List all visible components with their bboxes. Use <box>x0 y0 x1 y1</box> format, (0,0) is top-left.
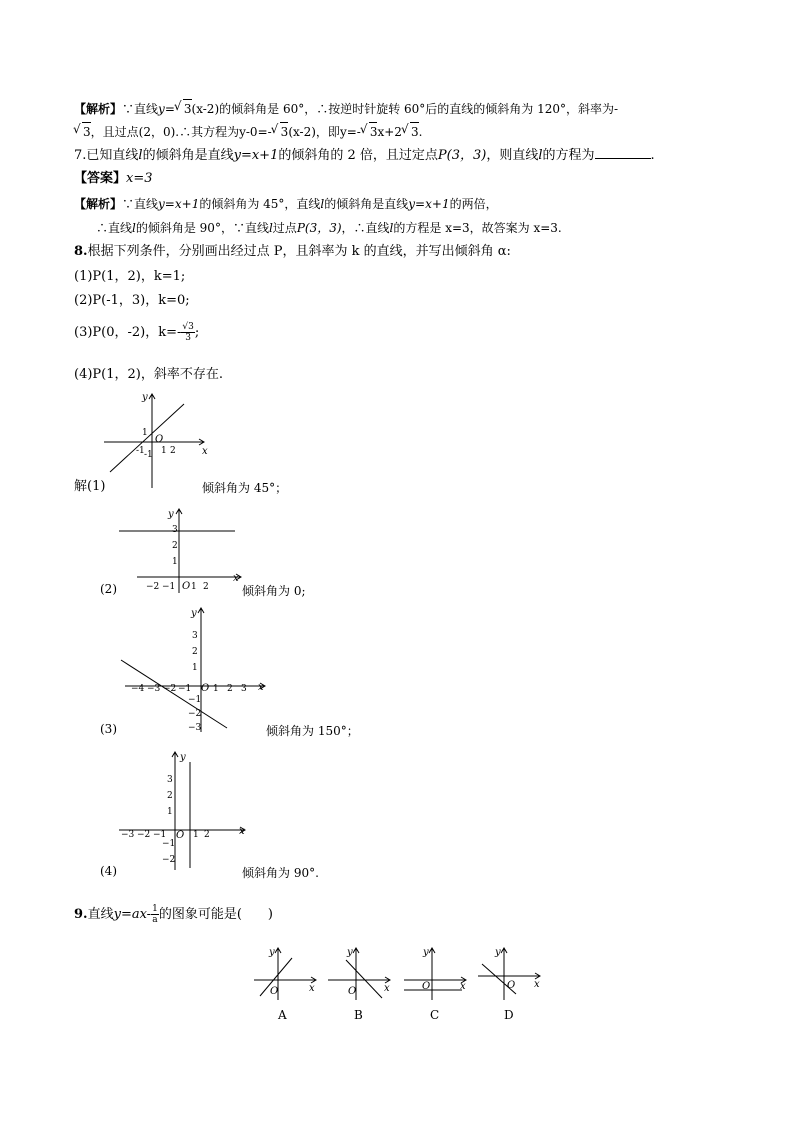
svg-text:−2: −2 <box>163 684 177 694</box>
answer-tag: 【答案】 <box>74 171 127 186</box>
solution-label-2: (2) <box>100 582 117 596</box>
graph-1 <box>100 390 210 490</box>
svg-text:x: x <box>384 983 390 994</box>
svg-text:−2: −2 <box>146 582 160 592</box>
option-c-graph <box>402 944 472 1002</box>
question-number: 8. <box>74 244 88 259</box>
graph-4 <box>115 748 250 873</box>
svg-text:2: 2 <box>167 791 173 801</box>
option-d-graph <box>476 944 546 1002</box>
svg-text:x: x <box>202 446 208 457</box>
svg-text:y: y <box>495 947 501 958</box>
svg-text:−1: −1 <box>162 839 176 849</box>
option-a-label: A <box>278 1008 287 1022</box>
svg-text:−2: −2 <box>137 830 151 840</box>
svg-text:−1: −1 <box>188 695 202 705</box>
q8-case-1: (1)P(1，2)，k=1; <box>74 269 186 284</box>
svg-text:1: 1 <box>161 446 167 456</box>
fraction: $\frac{√3}{3}$ <box>182 322 194 343</box>
svg-text:1: 1 <box>213 684 219 694</box>
svg-text:x: x <box>460 981 466 992</box>
svg-text:y: y <box>423 947 429 958</box>
q7-solution-line1: 【解析】∵直线y=x+1的倾斜角为 45°，直线l的倾斜角是直线y=x+1的两倍， <box>74 197 498 211</box>
svg-text:O: O <box>176 830 185 841</box>
solution-tag: 【解析】 <box>74 102 123 116</box>
svg-text:1: 1 <box>142 428 148 438</box>
svg-text:O: O <box>507 980 516 991</box>
svg-text:y: y <box>180 752 186 763</box>
solution-text-1: 倾斜角为 45°； <box>202 481 288 495</box>
svg-text:3: 3 <box>172 525 178 535</box>
svg-text:1: 1 <box>191 582 197 592</box>
svg-text:−2: −2 <box>188 709 202 719</box>
svg-text:1: 1 <box>192 663 198 673</box>
svg-text:O: O <box>422 981 431 992</box>
svg-text:y: y <box>269 947 275 958</box>
solution-label-1: 解(1) <box>74 479 106 494</box>
svg-text:−1: −1 <box>162 582 176 592</box>
svg-text:−4: −4 <box>131 684 145 694</box>
svg-text:O: O <box>182 581 191 592</box>
q7-stem: 7.已知直线l的倾斜角是直线y=x+1的倾斜角的 2 倍，且过定点P(3，3)，则直线l的方程为 . <box>74 148 655 163</box>
svg-text:y: y <box>191 608 197 619</box>
svg-text:-1: -1 <box>136 446 145 456</box>
solution-text-3: 倾斜角为 150°； <box>266 724 359 738</box>
option-b-label: B <box>354 1008 363 1022</box>
svg-text:−2: −2 <box>162 855 176 865</box>
option-c-label: C <box>430 1008 440 1022</box>
svg-text:2: 2 <box>172 541 178 551</box>
q8-case-3: (3)P(0，-2)，k=- $\frac{√3}{3}$ ; <box>74 322 200 343</box>
q8-case-4: (4)P(1，2)，斜率不存在. <box>74 367 223 382</box>
svg-text:2: 2 <box>170 446 176 456</box>
svg-text:y: y <box>142 392 148 403</box>
svg-text:O: O <box>348 986 357 997</box>
svg-text:y: y <box>347 947 353 958</box>
svg-text:−1: −1 <box>178 684 192 694</box>
solution-label-4: (4) <box>100 864 117 878</box>
svg-text:1: 1 <box>172 557 178 567</box>
svg-text:x: x <box>309 983 315 994</box>
option-b-graph <box>326 944 396 1002</box>
fraction: $\frac{1}{a}$ <box>152 904 158 925</box>
graph-3 <box>115 604 270 734</box>
svg-text:O: O <box>155 434 164 445</box>
graph-2 <box>115 505 245 595</box>
q7-solution-line2: ∴直线l的倾斜角是 90°，∵直线l过点P(3，3)，∴直线l的方程是 x=3，故答案为 x=3. <box>96 221 562 235</box>
svg-text:3: 3 <box>192 631 198 641</box>
svg-text:1: 1 <box>167 807 173 817</box>
q9-stem: 9.直线y=ax- $\frac{1}{a}$ 的图象可能是( ) <box>74 904 273 925</box>
answer-blank <box>595 146 651 159</box>
q8-case-2: (2)P(-1，3)，k=0; <box>74 293 190 308</box>
svg-text:2: 2 <box>192 647 198 657</box>
svg-text:−1: −1 <box>153 830 167 840</box>
svg-text:O: O <box>270 986 279 997</box>
svg-text:1: 1 <box>193 830 199 840</box>
svg-text:3: 3 <box>167 775 173 785</box>
svg-text:2: 2 <box>204 830 210 840</box>
question-number: 7. <box>74 148 87 163</box>
svg-text:x: x <box>239 826 245 837</box>
svg-text:2: 2 <box>227 684 233 694</box>
svg-text:y: y <box>168 509 174 520</box>
q8-stem: 8.根据下列条件，分别画出经过点 P，且斜率为 k 的直线，并写出倾斜角 α: <box>74 244 511 259</box>
option-a-graph <box>252 944 322 1002</box>
solution-tag: 【解析】 <box>74 197 123 211</box>
option-d-label: D <box>504 1008 514 1022</box>
solution-label-3: (3) <box>100 722 117 736</box>
svg-text:x: x <box>233 573 239 584</box>
solution-text-4: 倾斜角为 90°. <box>242 866 319 880</box>
q6-solution-line1: 【解析】∵直线y=√ 3(x-2)的倾斜角是 60°，∴按逆时针旋转 60°后的直线的倾斜角为 120°，斜率为- <box>74 99 618 118</box>
svg-text:x: x <box>534 979 540 990</box>
svg-text:x: x <box>258 682 264 693</box>
q6-solution-line2: √ 3，且过点(2，0).∴其方程为y-0=-√ 3(x-2)，即y=-√ 3x+2√ 3. <box>74 122 422 141</box>
svg-text:O: O <box>201 683 210 694</box>
svg-text:-1: -1 <box>144 450 153 460</box>
svg-text:−3: −3 <box>121 830 135 840</box>
svg-text:3: 3 <box>241 684 247 694</box>
solution-text-2: 倾斜角为 0; <box>242 584 306 598</box>
question-number: 9. <box>74 907 88 922</box>
q7-answer: 【答案】x=3 <box>74 171 153 186</box>
svg-text:−3: −3 <box>147 684 161 694</box>
svg-text:2: 2 <box>203 582 209 592</box>
svg-text:−3: −3 <box>188 723 202 733</box>
